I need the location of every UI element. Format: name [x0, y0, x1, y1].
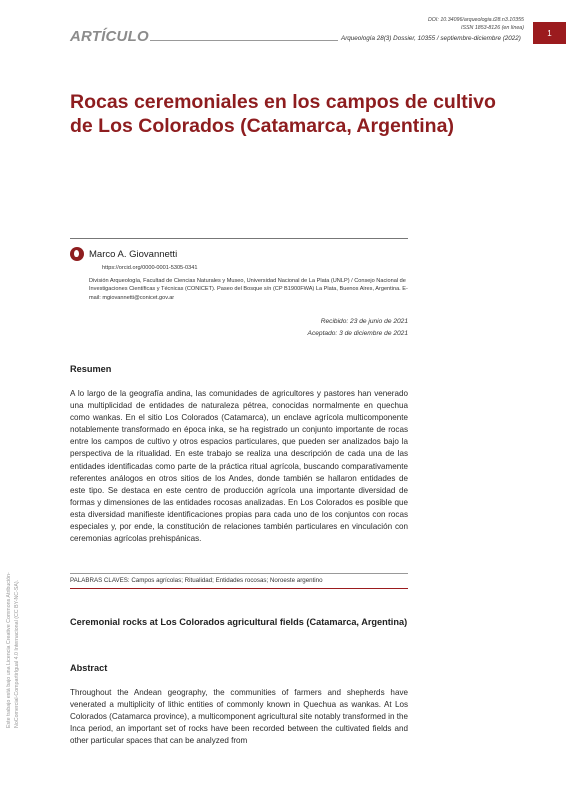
- header-divider: [150, 40, 338, 41]
- orcid-icon[interactable]: [70, 247, 84, 261]
- journal-citation: Arqueología 28(3) Dossier, 10355 / septiembre-diciembre (2022): [341, 35, 521, 42]
- author-affiliation: División Arqueología, Facultad de Ciencias Naturales y Museo, Universidad Nacional de La Plata (UNLP) / Consejo Nacional de Investigaciones Científicas y Técnicas (CONICET). Paseo del Bosque s/n (CP B1900FWA) La Plata, Buenos Aires, Argentina. E-mail: mgiovannetti@conicet.gov.ar: [89, 278, 408, 301]
- section-label: ARTÍCULO: [70, 28, 149, 45]
- accepted-date: Aceptado: 3 de diciembre de 2021: [307, 330, 408, 337]
- keywords-top-divider: [70, 573, 408, 574]
- doi-text[interactable]: DOI: 10.34096/arqueologia.t28.n3.10355: [427, 17, 524, 23]
- resumen-heading: Resumen: [70, 364, 112, 374]
- resumen-text: A lo largo de la geografía andina, las comunidades de agricultores y pastores han venerado una multiplicidad de entidades de naturaleza pétrea, conocidas normalmente en quechua como wankas. En el sitio Los Colorados (Catamarca), un enclave agrícola multicomponente notablemente transformado en época inka, se ha registrado un conjunto importante de rocas entre los campos de cultivo y otros espacios particulares, que pueden ser analizados bajo la perspectiva de la ritualidad. En este trabajo se realiza una descripción de cada una de las entidades identificadas como parte de la práctica ritual agrícola, buscando comparativamente referentes análogos en otros sitios de los Andes, donde también se hallaron entidades de este tipo. Se destaca en este centro de producción agrícola una importante diversidad de formas y dimensiones de las entidades rocosas analizadas. En Los Colorados es posible que esta diversidad manifieste identificaciones propias para cada uno de los conjuntos con rocas especiales y, por ende, la constitución de relaciones también particulares en vinculación con ceremonias agrícolas prehispánicas.: [70, 389, 408, 544]
- abstract-text: Throughout the Andean geography, the communities of farmers and shepherds have venerated a multiplicity of lithic entities of commonly known in Quechua as wankas. At Los Colorados (Catamarca province), a multicomponent agricultural site notably transformed in the Inca period, an important set of rocks have been recorded between the cultivated fields and other particular spaces that can be analyzed from: [70, 688, 408, 746]
- keywords: PALABRAS CLAVES: Campos agrícolas; Ritualidad; Entidades rocosas; Noroeste argentino: [70, 577, 323, 584]
- received-date: Recibido: 23 de junio de 2021: [320, 318, 408, 325]
- article-dates: [308, 316, 408, 340]
- keywords-bottom-divider: [70, 588, 408, 589]
- english-title: Ceremonial rocks at Los Colorados agricultural fields (Catamarca, Argentina): [70, 617, 408, 627]
- doi-block: [428, 16, 524, 33]
- orcid-link[interactable]: https://orcid.org/0000-0001-5305-0341: [102, 265, 198, 271]
- author-divider: [70, 238, 408, 239]
- abstract-heading: Abstract: [70, 663, 108, 673]
- author-name: Marco A. Giovannetti: [89, 249, 178, 260]
- issn-text: ISSN 1853-8126 (en línea): [460, 25, 524, 32]
- article-title: Rocas ceremoniales en los campos de cultivo de Los Colorados (Catamarca, Argentina): [70, 91, 496, 137]
- license-note: Este trabajo está bajo una Licencia Creative Commons Atribución-NoComercial-CompartirIgual 4.0 Internacional (CC BY-NC-SA).: [6, 572, 20, 728]
- page-number-badge: 1: [533, 22, 566, 44]
